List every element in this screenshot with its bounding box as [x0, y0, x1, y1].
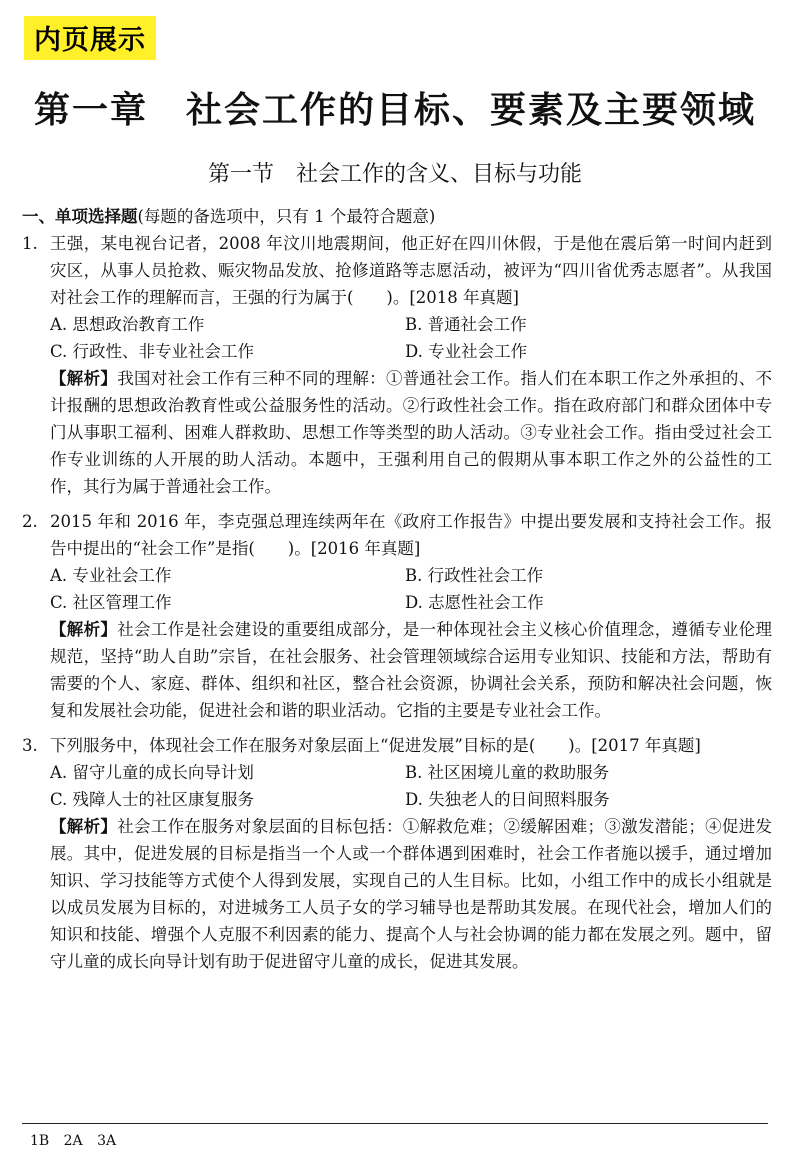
question-options	[50, 759, 772, 813]
option-b: B. 行政性社会工作	[405, 566, 544, 585]
answer-key: 1B 2A 3A	[30, 1133, 117, 1149]
question-2	[22, 508, 772, 724]
question-analysis	[50, 365, 772, 500]
question-options	[50, 311, 772, 365]
analysis-label: 【解析】	[50, 369, 118, 388]
analysis-text: 社会工作在服务对象层面的目标包括：①解救危难；②缓解困难；③激发潜能；④促进发展。其中，促进发展的目标是指当一个人或一个群体遇到困难时，社会工作者施以援手，通过增加知识、学习技能等方式使个人得到发展，实现自己的人生目标。比如，小组工作中的成长小组就是以成员发展为目标的，对进城务工人员子女的学习辅导也是帮助其发展。在现代社会，增加人们的知识和技能、增强个人克服不利因素的能力、提高个人与社会协调的能力都在发展之列。题中，留守儿童的成长向导计划有助于促进留守儿童的成长，促进其发展。	[50, 817, 773, 971]
question-type-label: 一、单项选择题	[22, 207, 138, 226]
question-number: 3.	[22, 736, 38, 755]
option-a: A. 思想政治教育工作	[50, 315, 205, 334]
option-b: B. 普通社会工作	[405, 315, 527, 334]
question-analysis	[50, 616, 772, 724]
analysis-label: 【解析】	[50, 620, 118, 639]
question-3	[22, 732, 772, 975]
question-number: 2.	[22, 512, 38, 531]
page-badge: 内页展示	[24, 16, 156, 60]
question-options	[50, 562, 772, 616]
option-a: A. 留守儿童的成长向导计划	[50, 763, 254, 782]
option-b: B. 社区困境儿童的救助服务	[405, 763, 610, 782]
question-analysis	[50, 813, 772, 975]
option-c: C. 行政性、非专业社会工作	[50, 342, 255, 361]
question-text: 下列服务中，体现社会工作在服务对象层面上“促进发展”目标的是( )。[2017 年真题]	[50, 736, 701, 755]
option-d: D. 失独老人的日间照料服务	[405, 790, 610, 809]
question-number: 1.	[22, 234, 38, 253]
option-d: D. 专业社会工作	[405, 342, 528, 361]
question-text: 王强，某电视台记者，2008 年汶川地震期间，他正好在四川休假，于是他在震后第一时间内赶到灾区，从事人员抢救、赈灾物品发放、抢修道路等志愿活动，被评为“四川省优秀志愿者”。从我国对社会工作的理解而言，王强的行为属于( )。[2018 年真题]	[50, 234, 772, 307]
section-title: 第一节 社会工作的含义、目标与功能	[207, 162, 582, 187]
option-c: C. 残障人士的社区康复服务	[50, 790, 255, 809]
footer-divider	[22, 1123, 768, 1124]
option-a: A. 专业社会工作	[50, 566, 172, 585]
question-stem	[22, 230, 772, 311]
question-type-heading	[22, 203, 772, 230]
question-stem	[22, 508, 772, 562]
analysis-text: 我国对社会工作有三种不同的理解：①普通社会工作。指人们在本职工作之外承担的、不计报酬的思想政治教育性或公益服务性的活动。②行政性社会工作。指在政府部门和群众团体中专门从事职工福利、困难人群救助、思想工作等类型的助人活动。③专业社会工作。指由受过社会工作专业训练的人开展的助人活动。本题中，王强利用自己的假期从事本职工作之外的公益性的工作，其行为属于普通社会工作。	[50, 369, 773, 496]
analysis-text: 社会工作是社会建设的重要组成部分，是一种体现社会主义核心价值理念，遵循专业伦理规范，坚持“助人自助”宗旨，在社会服务、社会管理领域综合运用专业知识、技能和方法，帮助有需要的个人、家庭、群体、组织和社区，整合社会资源，协调社会关系，预防和解决社会问题，恢复和发展社会功能，促进社会和谐的职业活动。它指的主要是专业社会工作。	[50, 620, 773, 720]
analysis-label: 【解析】	[50, 817, 118, 836]
question-content	[22, 203, 772, 975]
question-type-note: (每题的备选项中，只有 1 个最符合题意)	[137, 207, 436, 226]
option-d: D. 志愿性社会工作	[405, 593, 544, 612]
question-text: 2015 年和 2016 年，李克强总理连续两年在《政府工作报告》中提出要发展和支持社会工作。报告中提出的“社会工作”是指( )。[2016 年真题]	[50, 512, 772, 558]
question-1	[22, 230, 772, 500]
chapter-title: 第一章 社会工作的目标、要素及主要领域	[33, 89, 756, 131]
option-c: C. 社区管理工作	[50, 593, 172, 612]
question-stem	[22, 732, 772, 759]
